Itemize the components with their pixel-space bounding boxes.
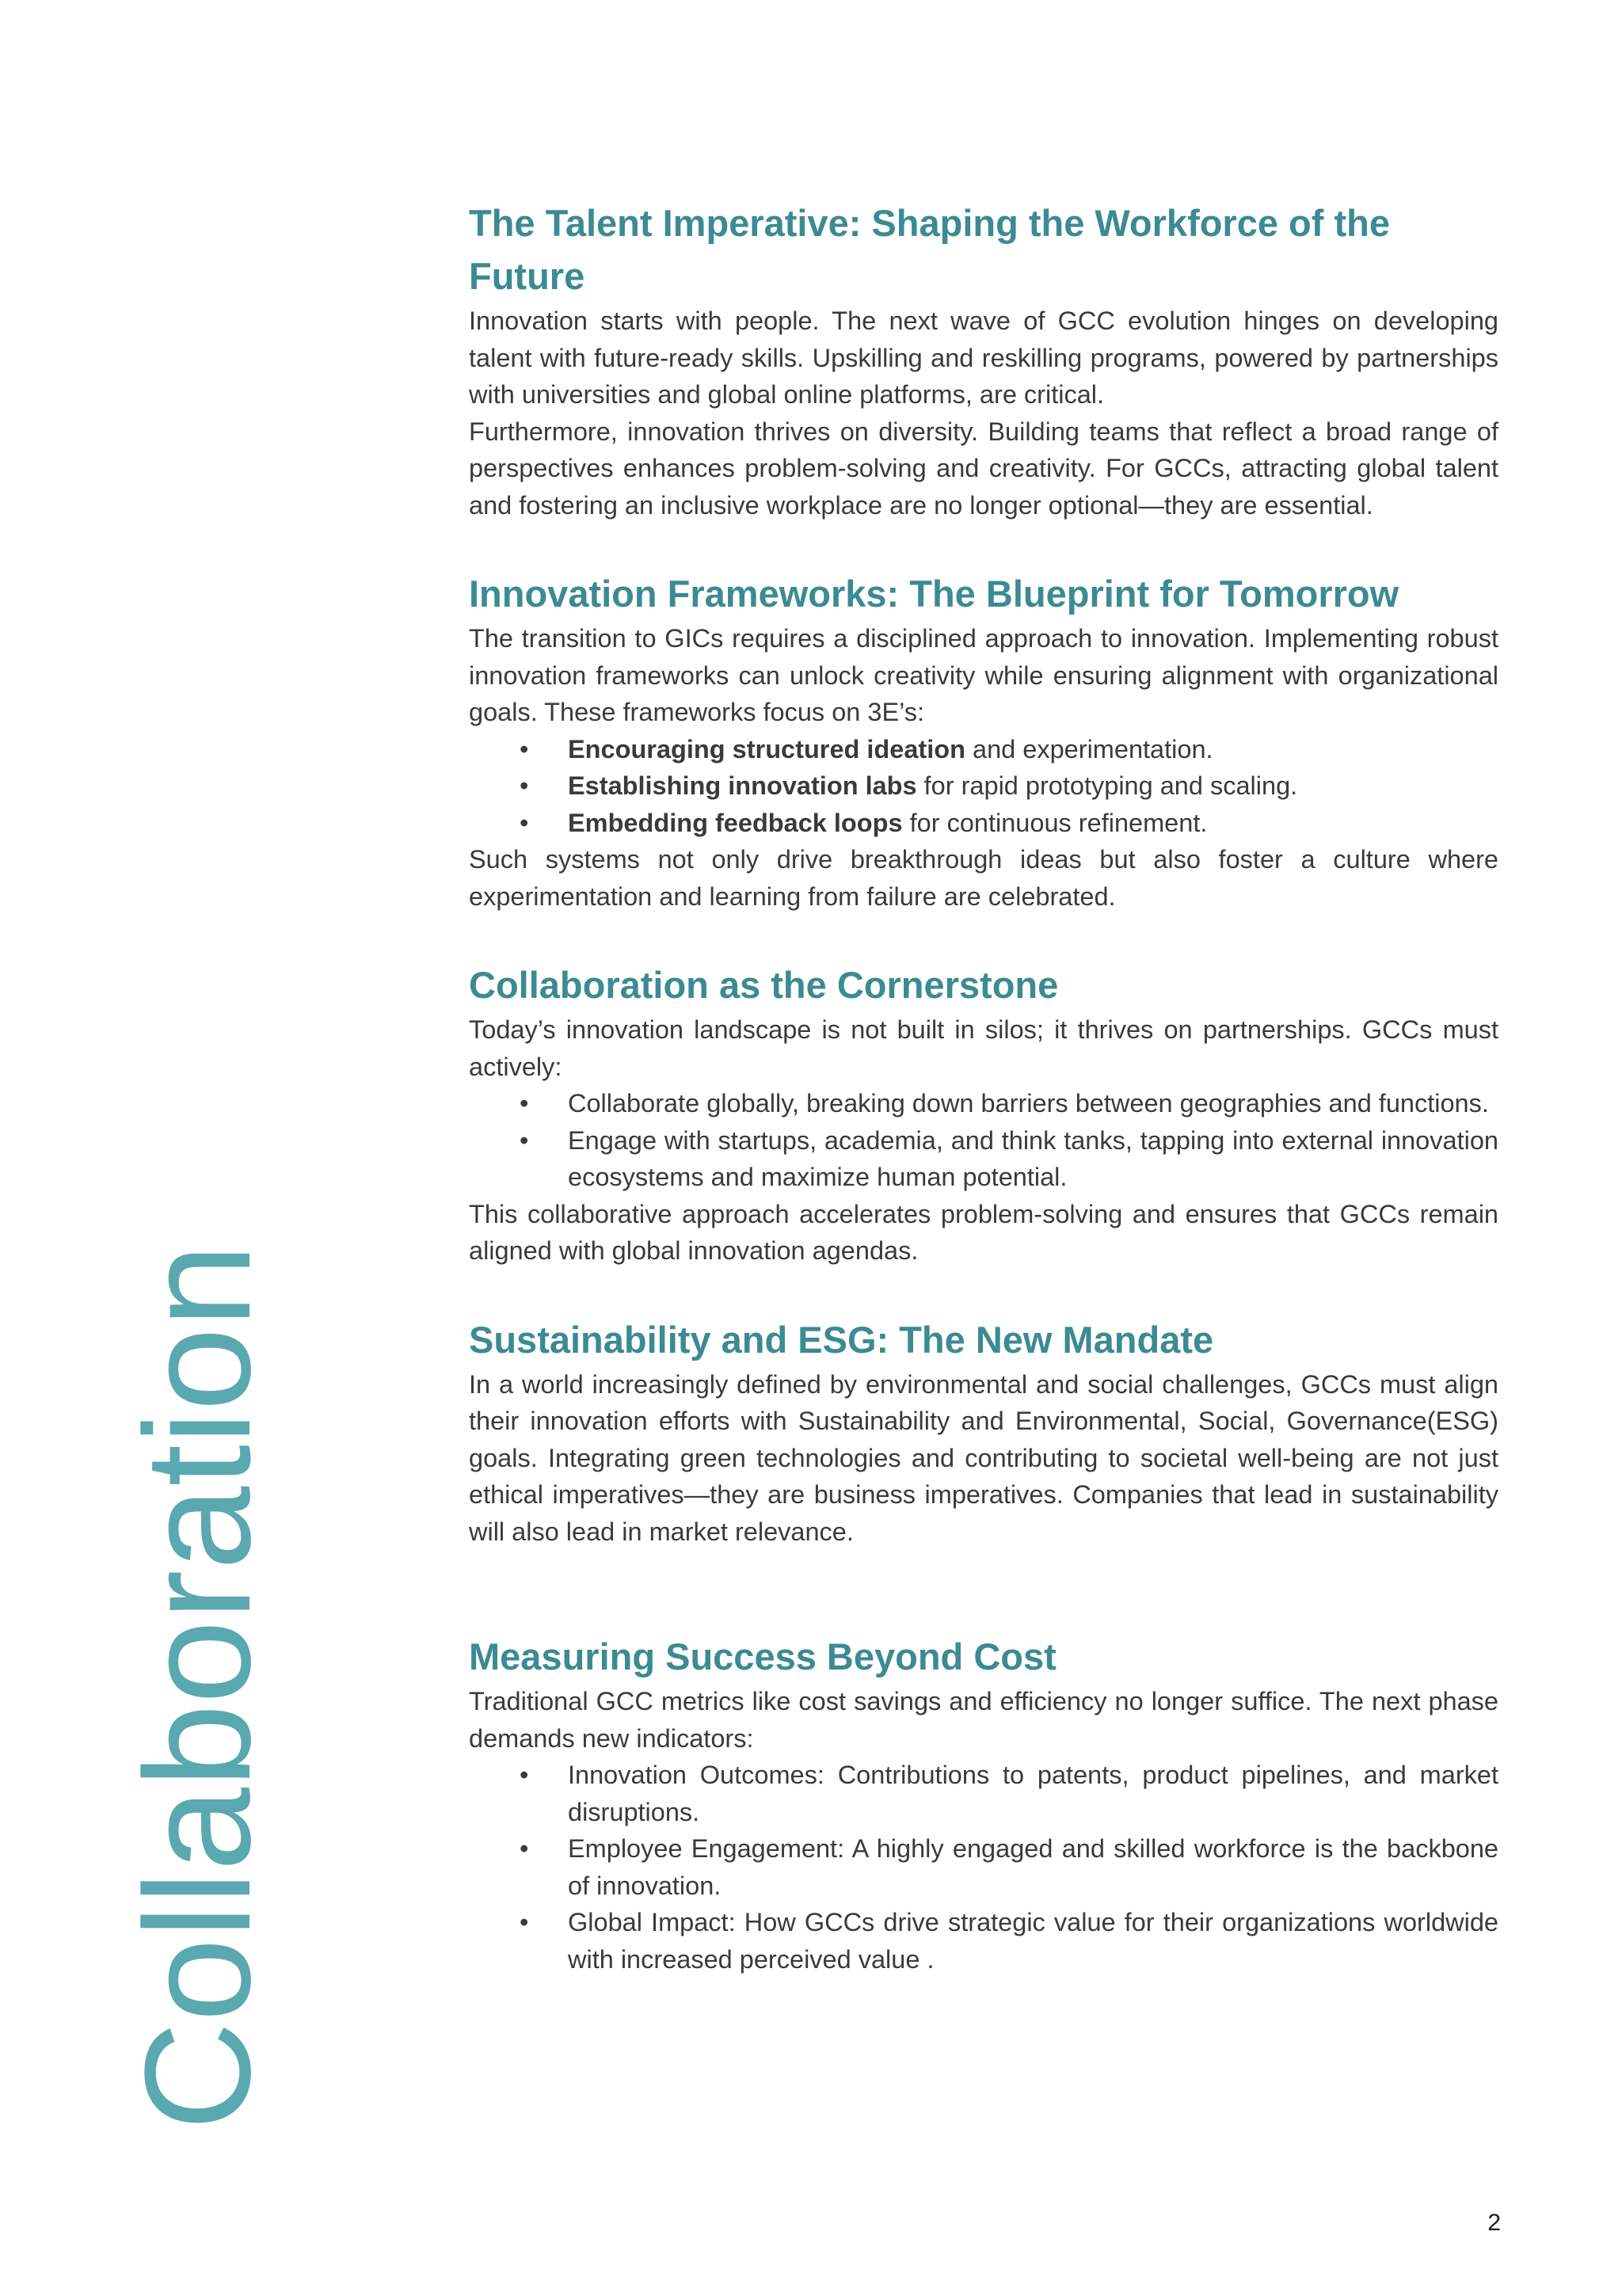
paragraph: Innovation starts with people. The next wave of GCC evolution hinges on developing talent with future-ready skills. Upskilling and reskilling programs, powered by partnerships with universities and global online platforms, are critical. [469,307,1498,409]
section-heading: Sustainability and ESG: The New Mandate [469,1318,1214,1361]
section-collaboration [469,958,1498,1270]
section-heading [469,196,1498,303]
list-item-text: for rapid prototyping and scaling. [916,771,1298,800]
section-measuring-success [469,1630,1498,1978]
bold-text: Encouraging structured ideation [568,734,965,763]
section-innovation-frameworks [469,567,1498,915]
paragraph: Furthermore, innovation thrives on diversity. Building teams that reflect a broad range of perspectives enhances problem-solving and creativity. For GCCs, attracting global talent and fostering an inclusive workplace are no longer optional—they are essential. [469,417,1498,520]
list-item-text: for continuous refinement. [902,808,1208,837]
paragraph: Today’s innovation landscape is not built in silos; it thrives on partnerships. GCCs must actively: [469,1015,1498,1081]
list-item: • Engage with startups, academia, and think tanks, tapping into external innovation ecosystems and maximize human potential. [469,1122,1498,1196]
section-heading: Measuring Success Beyond Cost [469,1635,1057,1677]
list-item: • Innovation Outcomes: Contributions to patents, product pipelines, and market disruptions. [469,1757,1498,1830]
article-body [469,196,1498,1978]
list-item: • Global Impact: How GCCs drive strategic value for their organizations worldwide with increased perceived value . [469,1904,1498,1978]
heading-line: Future [469,255,585,297]
section-heading: Collaboration as the Cornerstone [469,964,1059,1006]
paragraph: In a world increasingly defined by environmental and social challenges, GCCs must align their innovation efforts with Sustainability and Environmental, Social, Governance(ESG) goals. Integrating green technologies and contributing to societal well-being are not just ethical imperatives—they are business imperatives. Companies that lead in sustainability will also lead in market relevance. [469,1369,1498,1546]
list-item [469,731,1498,768]
list-item: • Collaborate globally, breaking down barriers between geographies and functions. [469,1085,1498,1122]
page-number: 2 [1487,2210,1501,2236]
heading-line: The Talent Imperative: Shaping the Workforce of the [469,202,1390,244]
paragraph: The transition to GICs requires a disciplined approach to innovation. Implementing robust innovation frameworks can unlock creativity while ensuring alignment with organizational goals. These frameworks focus on 3E’s: [469,624,1498,726]
bullet-list [469,731,1498,842]
section-heading: Innovation Frameworks: The Blueprint for Tomorrow [469,573,1399,615]
list-item-text: and experimentation. [965,734,1213,763]
section-talent-imperative [469,196,1498,524]
paragraph: This collaborative approach accelerates problem-solving and ensures that GCCs remain aligned with global innovation agendas. [469,1199,1498,1265]
bold-text: Establishing innovation labs [568,771,917,800]
bullet-list [469,1757,1498,1978]
side-title: Collaboration [114,1243,282,2130]
bold-text: Embedding feedback loops [568,808,903,837]
list-item [469,767,1498,805]
section-sustainability-esg [469,1313,1498,1551]
list-item: • Employee Engagement: A highly engaged and skilled workforce is the backbone of innovation. [469,1830,1498,1904]
paragraph: Such systems not only drive breakthrough ideas but also foster a culture where experimentation and learning from failure are celebrated. [469,845,1498,911]
paragraph: Traditional GCC metrics like cost savings and efficiency no longer suffice. The next phase demands new indicators: [469,1687,1498,1753]
list-item [469,805,1498,842]
bullet-list [469,1085,1498,1196]
